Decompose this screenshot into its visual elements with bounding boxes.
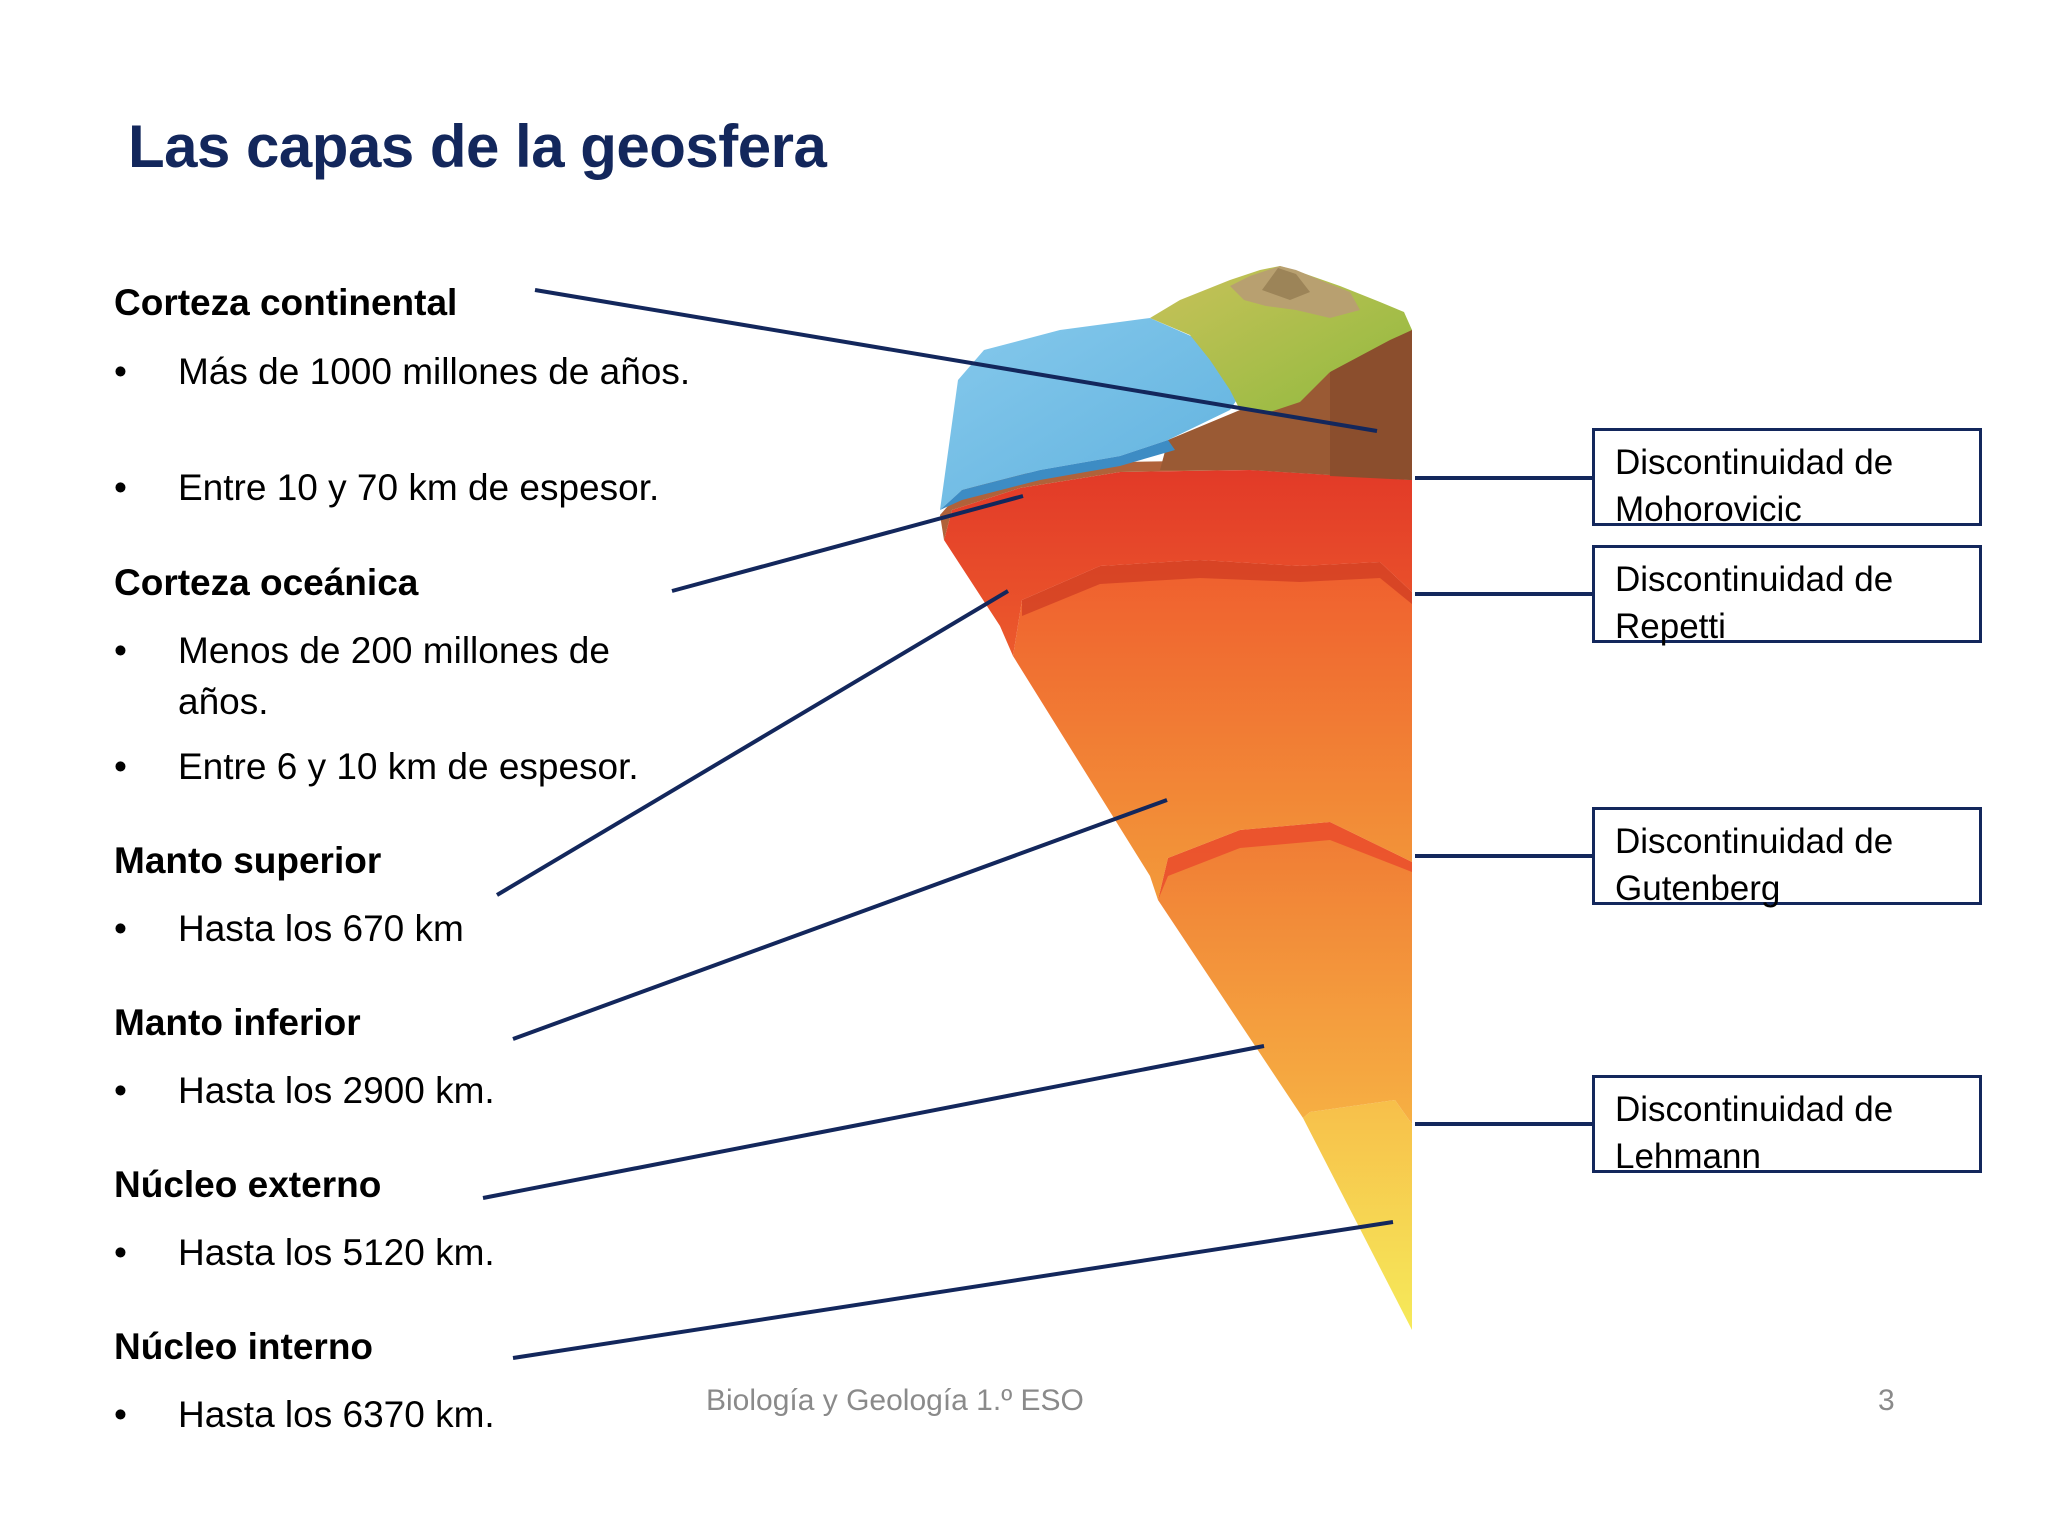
box-discontinuidad-repetti bbox=[1592, 545, 1982, 646]
heading-corteza-oceanica: Corteza oceánica bbox=[114, 562, 419, 603]
box-discontinuidad-gutenberg bbox=[1592, 807, 1982, 908]
box-discontinuidad-mohorovicic bbox=[1592, 428, 1982, 529]
leader-line-nucleo-externo bbox=[483, 1046, 1264, 1198]
bullet-text: Entre 10 y 70 km de espesor. bbox=[178, 467, 660, 508]
heading-manto-inferior: Manto inferior bbox=[114, 1002, 361, 1043]
bullet-text: Más de 1000 millones de años. bbox=[178, 351, 691, 392]
bullet-text: Menos de 200 millones de años. bbox=[178, 630, 610, 722]
bullet-text: Hasta los 5120 km. bbox=[178, 1232, 495, 1273]
box-line-1: Discontinuidad de bbox=[1615, 822, 1894, 861]
leader-line-nucleo-interno bbox=[513, 1222, 1393, 1358]
box-line-1: Discontinuidad de bbox=[1615, 560, 1894, 599]
heading-corteza-continental: Corteza continental bbox=[114, 282, 458, 323]
box-line-2: Lehmann bbox=[1615, 1137, 1761, 1176]
leader-line-manto-inferior bbox=[513, 800, 1167, 1039]
heading-manto-superior: Manto superior bbox=[114, 840, 382, 881]
bullet-dot: • bbox=[114, 1070, 127, 1111]
bullet-text: Hasta los 670 km bbox=[178, 908, 464, 949]
page-title: Las capas de la geosfera bbox=[128, 113, 827, 180]
bullet-text: Hasta los 6370 km. bbox=[178, 1394, 495, 1435]
outer-core bbox=[1158, 822, 1412, 1124]
box-line-2: Gutenberg bbox=[1615, 869, 1781, 908]
heading-nucleo-externo: Núcleo externo bbox=[114, 1164, 382, 1205]
heading-nucleo-interno: Núcleo interno bbox=[114, 1326, 374, 1367]
bullet-dot: • bbox=[114, 467, 127, 508]
bullet-dot: • bbox=[114, 908, 127, 949]
box-line-2: Repetti bbox=[1615, 607, 1726, 646]
inner-core bbox=[1303, 1100, 1412, 1330]
bullet-text: Entre 6 y 10 km de espesor. bbox=[178, 746, 639, 787]
bullet-dot: • bbox=[114, 1232, 127, 1273]
bullet-text: Hasta los 2900 km. bbox=[178, 1070, 495, 1111]
bullet-dot: • bbox=[114, 1394, 127, 1435]
box-line-1: Discontinuidad de bbox=[1615, 1090, 1894, 1129]
leader-line-manto-superior bbox=[497, 591, 1008, 895]
box-discontinuidad-lehmann bbox=[1592, 1075, 1982, 1176]
footer-course: Biología y Geología 1.º ESO bbox=[706, 1384, 1084, 1417]
footer-page-number: 3 bbox=[1878, 1384, 1895, 1417]
bullet-dot: • bbox=[114, 351, 127, 392]
bullet-dot: • bbox=[114, 630, 127, 671]
box-line-1: Discontinuidad de bbox=[1615, 443, 1894, 482]
bullet-dot: • bbox=[114, 746, 127, 787]
box-line-2: Mohorovicic bbox=[1615, 490, 1802, 529]
